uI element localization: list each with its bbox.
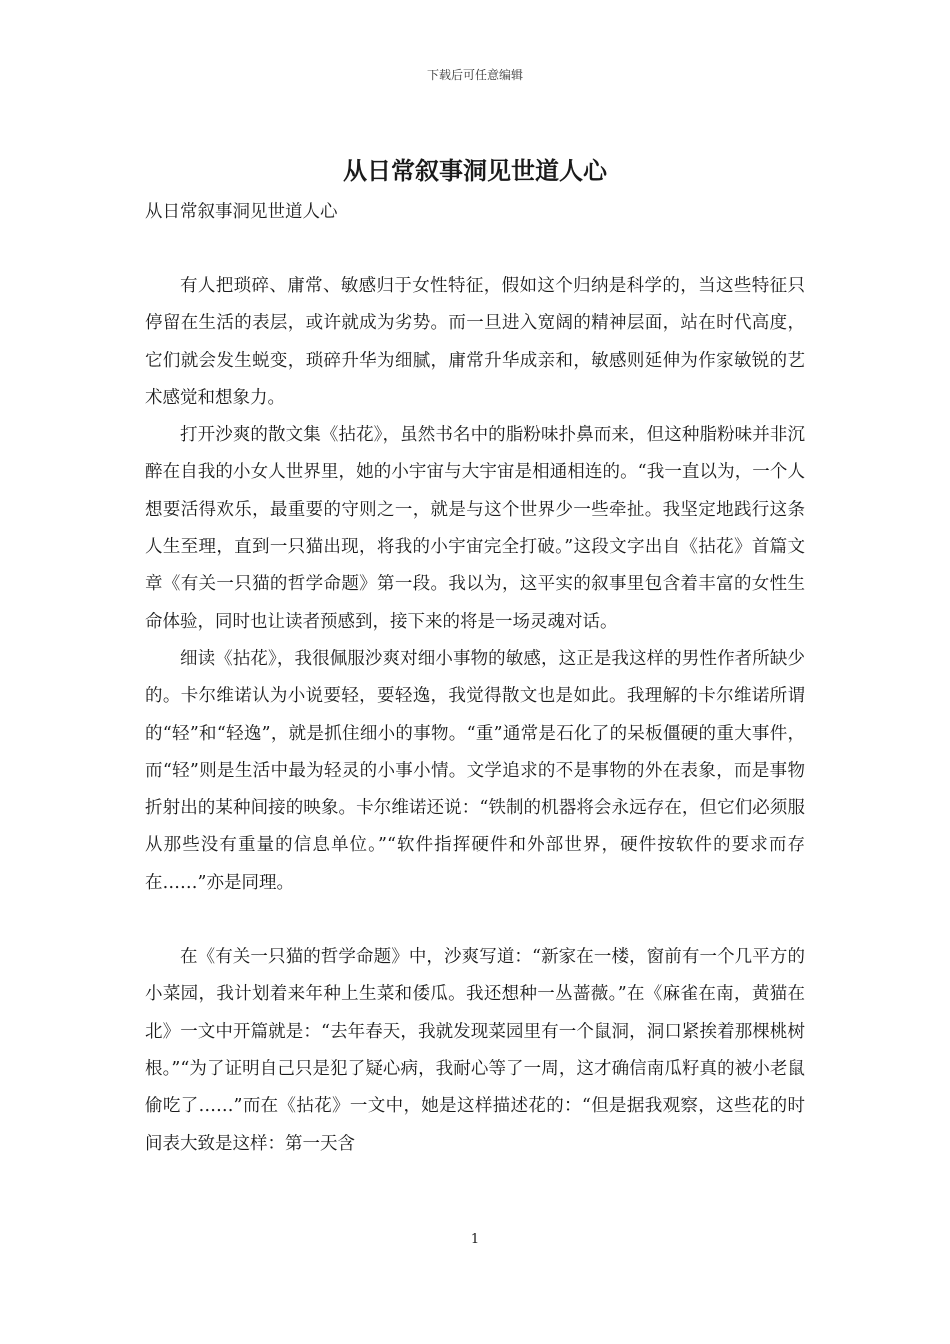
paragraph: 在《有关一只猫的哲学命题》中，沙爽写道：“新家在一楼，窗前有一个几平方的小菜园，我计划着来年种上生菜和倭瓜。我还想种一丛蔷薇。”在《麻雀在南，黄猫在北》一文中开篇就是：“去年春天，我就发现菜园里有一个鼠洞，洞口紧挨着那棵桃树根。”“为了证明自己只是犯了疑心病，我耐心等了一周，这才确信南瓜籽真的被小老鼠偷吃了……”而在《拈花》一文中，她是这样描述花的：“但是据我观察，这些花的时间表大致是这样：第一天含 xyxy=(145,947,805,1154)
header-note: 下载后可任意编辑 xyxy=(426,68,523,82)
paragraph: 细读《拈花》，我很佩服沙爽对细小事物的敏感，这正是我这样的男性作者所缺少的。卡尔维诺认为小说要轻，要轻逸，我觉得散文也是如此。我理解的卡尔维诺所谓的“轻”和“轻逸”，就是抓住细小的事物。“重”通常是石化了的呆板僵硬的重大事件，而“轻”则是生活中最为轻灵的小事小情。文学追求的不是事物的外在表象，而是事物折射出的某种间接的映象。卡尔维诺还说：“铁制的机器将会永远存在，但它们必须服从那些没有重量的信息单位。”“软件指挥硬件和外部世界，硬件按软件的要求而存在……”亦是同理。 xyxy=(145,648,805,893)
paragraph: 打开沙爽的散文集《拈花》，虽然书名中的脂粉味扑鼻而来，但这种脂粉味并非沉醉在自我的小女人世界里，她的小宇宙与大宇宙是相通相连的。“我一直以为，一个人想要活得欢乐，最重要的守则之一，就是与这个世界少一些牵扯。我坚定地践行这条人生至理，直到一只猫出现，将我的小宇宙完全打破。”这段文字出自《拈花》首篇文章《有关一只猫的哲学命题》第一段。我以为，这平实的叙事里包含着丰富的女性生命体验，同时也让读者预感到，接下来的将是一场灵魂对话。 xyxy=(145,425,805,632)
page-number: 1 xyxy=(470,1232,480,1247)
document-title: 从日常叙事洞见世道人心 xyxy=(343,156,607,185)
document-body xyxy=(145,268,805,1163)
paragraph: 有人把琐碎、庸常、敏感归于女性特征，假如这个归纳是科学的，当这些特征只停留在生活的表层，或许就成为劣势。而一旦进入宽阔的精神层面，站在时代高度，它们就会发生蜕变，琐碎升华为细腻，庸常升华成亲和，敏感则延伸为作家敏锐的艺术感觉和想象力。 xyxy=(145,276,805,408)
document-subtitle: 从日常叙事洞见世道人心 xyxy=(145,202,338,222)
